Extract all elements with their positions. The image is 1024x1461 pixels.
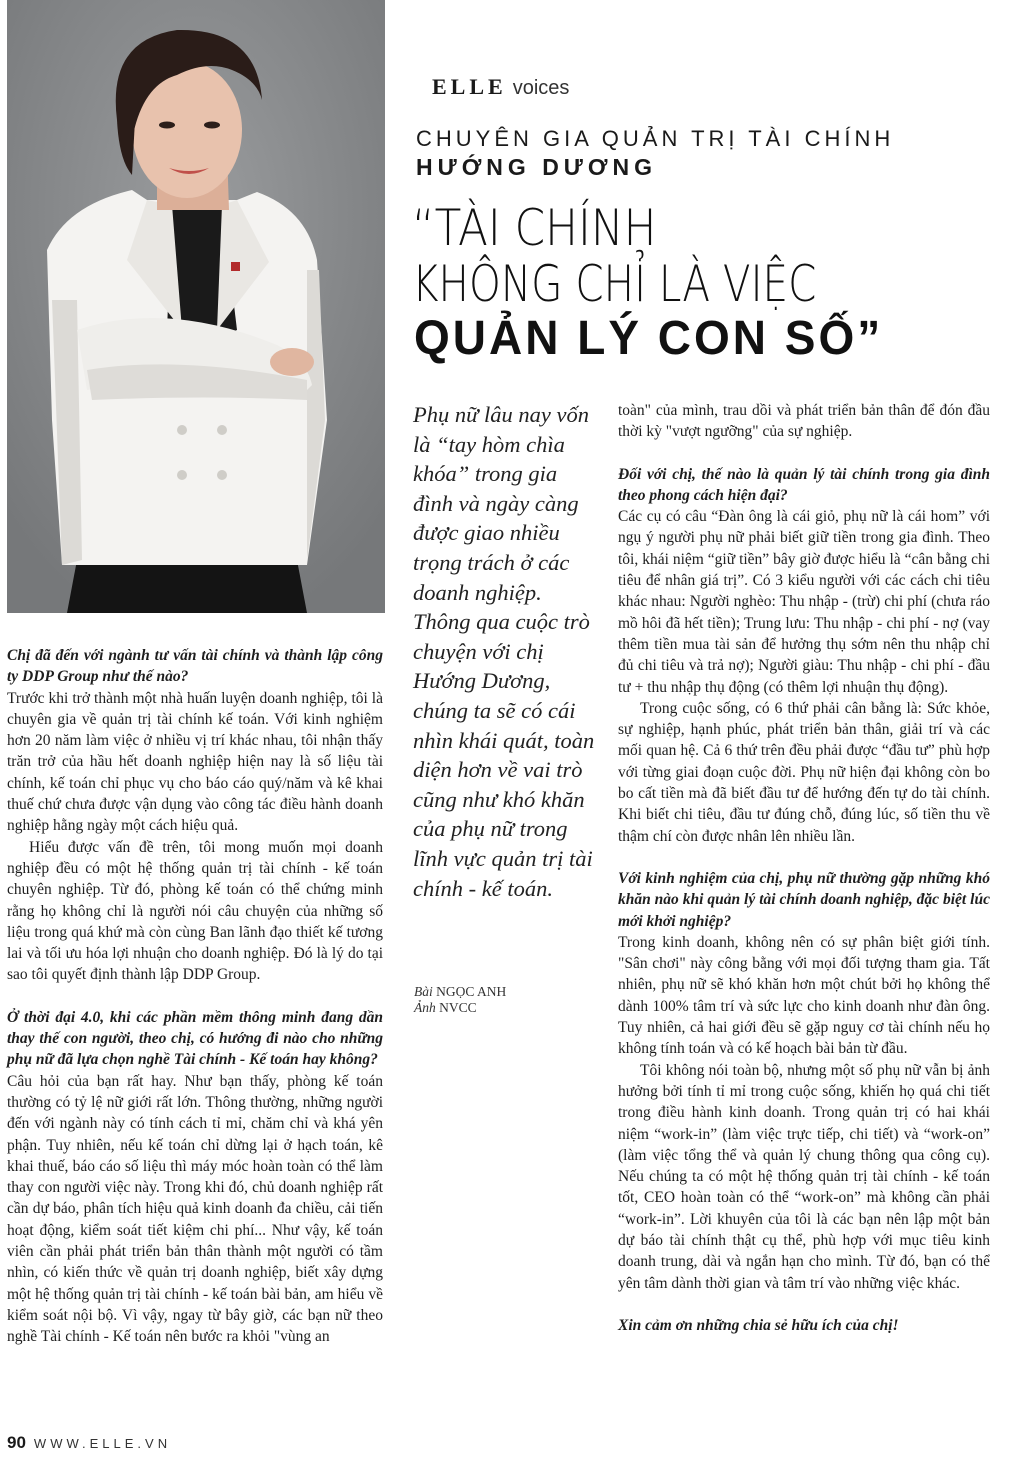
interviewee-name: HƯỚNG DƯƠNG xyxy=(416,154,658,180)
answer-3-paragraph-1: Các cụ có câu “Đàn ông là cái giỏ, phụ nữ là cái hom” với ngụ ý người phụ nữ phải biết giữ tiền trong gia đình. Theo tôi, khái niệm “giữ tiền” bây giờ được hiểu là “cân bằng chi tiêu để nhân giá trị”. Có 3 kiểu người với các cách chi tiêu khác nhau: Người nghèo: Thu nhập - (trừ) chi phí (chưa ráo mồ hôi đã hết tiền); Trung lưu: Thu nhập - chi phí - nợ (vay thêm tiền mua tài sản để hưởng thụ sớm nên thu nhập chỉ đủ chi tiêu và trả nợ); Người giàu: Thu nhập - chi phí - đầu tư + thu nhập thụ động (có thêm lợi nhuận thụ động). xyxy=(618,508,990,696)
question-1: Chị đã đến với ngành tư vấn tài chính và thành lập công ty DDP Group như thế nào? xyxy=(7,647,383,686)
writer-name: NGỌC ANH xyxy=(436,984,507,999)
headline-line-2: KHÔNG CHỈ LÀ VIỆC xyxy=(412,254,817,313)
portrait-illustration xyxy=(7,0,385,613)
photo-credit xyxy=(414,1000,506,1016)
article-column-left xyxy=(7,645,383,1348)
headline-line-1: “TÀI CHÍNH xyxy=(412,198,657,257)
portrait-photo xyxy=(7,0,385,613)
article-credits xyxy=(414,984,506,1016)
writer-label: Bài xyxy=(414,984,433,999)
question-2: Ở thời đại 4.0, khi các phần mềm thông minh đang dần thay thế con người, theo chị, có hướng đi nào cho những phụ nữ đã lựa chọn nghề Tài chính - Kế toán hay không? xyxy=(7,1008,383,1069)
answer-4-paragraph-1: Trong kinh doanh, không nên có sự phân biệt giới tính. "Sân chơi" này công bằng với mọi đối tượng tham gia. Tất nhiên, phụ nữ sẽ khó khăn hơn một chút bởi họ không thể dành 100% tâm trí và sức lực cho kinh doanh như đàn ông. Tuy nhiên, cả hai giới đều sẽ gặp nguy cơ tài chính nếu họ không tính toán và có kế hoạch bài bản từ đầu. xyxy=(618,933,990,1058)
answer-1-paragraph-1: Trước khi trở thành một nhà huấn luyện doanh nghiệp, tôi là chuyên gia về quản trị tài chính kế toán. Với kinh nghiệm hơn 20 năm làm việc ở nhiều vị trí khác nhau, tôi nhận thấy trăn trở của hầu hết doanh nghiệp hiện nay là số liệu tài chính, kế toán chỉ phục vụ cho báo cáo quý/năm và kê khai thuế chứ chưa được vận dụng vào công tác điều hành doanh nghiệp hằng ngày một cách hiệu quả. xyxy=(7,689,383,835)
photo-source: NVCC xyxy=(439,1000,477,1015)
answer-4-paragraph-2: Tôi không nói toàn bộ, nhưng một số phụ nữ vẫn bị ảnh hưởng bởi tính tỉ mỉ trong cuộc sống, khiến họ quá chi tiết trong điều hành kinh doanh. Trong quản trị có hai khái niệm “work-in” (làm việc trực tiếp, chi tiết) và “work-on” (làm việc tổng thể và quản lý chung thông qua công cụ). Nếu chúng ta có một hệ thống quản trị tài chính - kế toán tốt, CEO hoàn toàn có thể “work-on” mà không cần phải “work-in”. Lời khuyên của tôi là các bạn nên lập một bản dự báo tài chính thật cụ thể, phù hợp với mục tiêu kinh doanh trung, dài và ngắn hạn cho mình. Từ đó, bạn có thể yên tâm dành thời gian và tâm trí vào những việc khác. xyxy=(618,1061,990,1292)
page-number: 90 xyxy=(7,1433,26,1452)
question-3: Đối với chị, thế nào là quản lý tài chính trong gia đình theo phong cách hiện đại? xyxy=(618,465,990,504)
answer-1-paragraph-2: Hiểu được vấn đề trên, tôi mong muốn mọi doanh nghiệp đều có một hệ thống quản trị tài chính - kế toán chuyên nghiệp. Từ đó, phòng kế toán có thể chứng minh rằng họ không chỉ là người nói câu chuyện của những số liệu trong quá khứ mà còn cùng Ban lãnh đạo thiết kế tương lai và tối ưu hóa lợi nhuận cho doanh nghiệp. Đó là lý do tại sao tôi quyết định thành lập DDP Group. xyxy=(7,838,383,984)
continued-paragraph: toàn" của mình, trau dồi và phát triển bản thân để đón đầu thời kỳ "vượt ngưỡng" của sự nghiệp. xyxy=(618,402,990,441)
page-footer xyxy=(7,1433,171,1453)
writer-credit xyxy=(414,984,506,1000)
section-name: voices xyxy=(512,77,570,99)
question-4: Với kinh nghiệm của chị, phụ nữ thường gặp những khó khăn nào khi quản lý tài chính doanh nghiệp, đặc biệt lúc mới khởi nghiệp? xyxy=(618,869,990,930)
website-url: WWW.ELLE.VN xyxy=(33,1436,172,1451)
brand-logo: ELLE xyxy=(432,74,507,99)
photo-label: Ảnh xyxy=(414,1000,436,1015)
magazine-brand xyxy=(432,74,569,100)
headline-line-3: QUẢN LÝ CON SỐ” xyxy=(414,309,884,365)
answer-3-paragraph-2: Trong cuộc sống, có 6 thứ phải cân bằng là: Sức khỏe, sự nghiệp, hạnh phúc, phát triển bản thân, giải trí và các mối quan hệ. Cả 6 thứ trên đều phải được “đầu tư” phù hợp với từng giai đoạn cuộc đời. Phụ nữ hiện đại không còn bo bo cất tiền mà đã biết đầu tư để hướng đến tự do tài chính. Khi biết chi tiêu, đầu tư đúng chỗ, đúng lúc, số tiền thu về thậm chí còn được nhân lên nhiều lần. xyxy=(618,699,990,845)
article-kicker: CHUYÊN GIA QUẢN TRỊ TÀI CHÍNH xyxy=(416,126,895,151)
closing-line: Xin cảm ơn những chia sẻ hữu ích của chị! xyxy=(618,1316,899,1334)
answer-2-paragraph-1: Câu hỏi của bạn rất hay. Như bạn thấy, phòng kế toán thường có tỷ lệ nữ giới rất lớn. Thông thường, những người đến với ngành này có tính cách tỉ mỉ, chăm chỉ và khá yên phận. Tuy nhiên, nếu kế toán chỉ dừng lại ở hạch toán, kê khai thuế, báo cáo số liệu thì máy móc hoàn toàn có thể làm thay con người việc này. Trong khi đó, chủ doanh nghiệp rất cần dự báo, phân tích hiệu quả kinh doanh đa chiều, cải tiến hoạt động, kiểm soát tiết kiệm chi phí... Như vậy, kế toán viên cần phải phát triển bản thân thành một người có tầm nhìn, có kiến thức về quản trị doanh nghiệp, biết xây dựng một hệ thống quản trị tài chính - kế toán bài bản, am hiểu về kiểm soát nội bộ. Vì vậy, ngay từ bây giờ, các bạn nữ theo nghề Tài chính - Kế toán nên bước ra khỏi "vùng an xyxy=(7,1072,383,1346)
pull-quote: Phụ nữ lâu nay vốn là “tay hòm chìa khóa” trong gia đình và ngày càng được giao nhiều trọng trách ở các doanh nghiệp. Thông qua cuộc trò chuyện với chị Hướng Dương, chúng ta sẽ có cái nhìn khái quát, toàn diện hơn về vai trò cũng như khó khăn của phụ nữ trong lĩnh vực quản trị tài chính - kế toán. xyxy=(413,402,595,901)
article-column-right xyxy=(618,400,990,1336)
